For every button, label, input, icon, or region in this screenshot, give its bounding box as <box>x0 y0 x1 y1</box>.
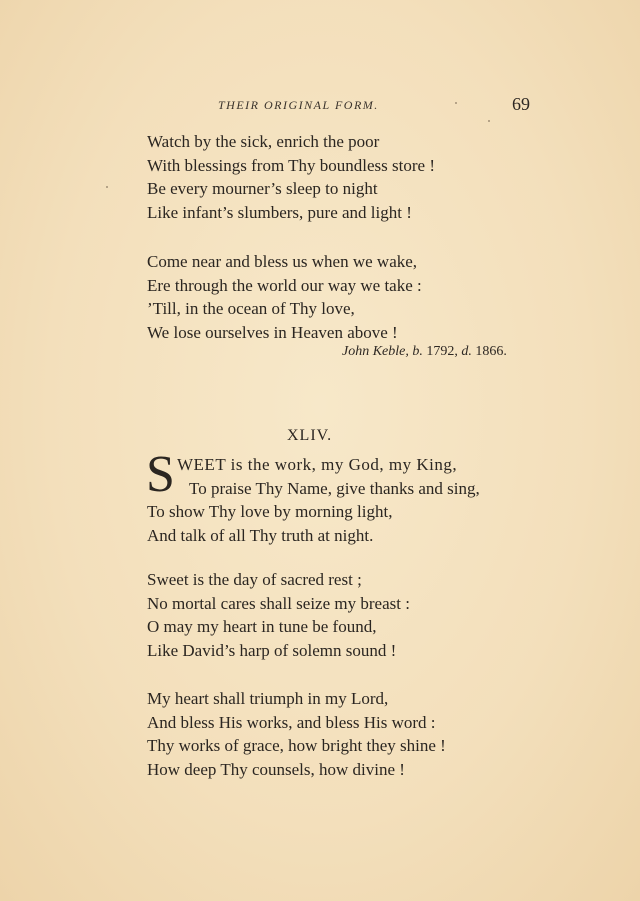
attribution-died: 1866. <box>475 344 507 359</box>
verse-line: Sweet is the day of sacred rest ; <box>147 570 362 589</box>
attribution-died-abbr: d. <box>461 344 472 359</box>
verse-line: My heart shall triumph in my Lord, <box>147 689 389 708</box>
page-number: 69 <box>512 94 530 114</box>
verse-line: And talk of all Thy truth at night. <box>147 525 374 545</box>
stanza-prev-1 <box>147 130 435 224</box>
attribution-born: 1792, <box>426 344 458 359</box>
hymn-stanza-2 <box>147 568 410 662</box>
drop-cap: S <box>146 446 175 503</box>
verse-line: And bless His works, and bless His word : <box>147 712 436 732</box>
running-head <box>0 96 640 116</box>
stanza-prev-2 <box>147 250 422 344</box>
verse-line: Like David’s harp of solemn sound ! <box>147 640 397 660</box>
verse-line: Watch by the sick, enrich the poor <box>147 132 380 151</box>
paper-speck <box>488 120 490 122</box>
verse-line: How deep Thy counsels, how divine ! <box>147 759 405 779</box>
verse-line: Thy works of grace, how bright they shine ! <box>147 736 446 755</box>
verse-line: No mortal cares shall seize my breast : <box>147 593 410 613</box>
attribution <box>342 344 507 360</box>
paper-speck <box>106 186 108 188</box>
verse-line: To praise Thy Name, give thanks and sing, <box>189 478 480 498</box>
paper-speck <box>455 102 457 104</box>
verse-line: Like infant’s slumbers, pure and light ! <box>147 202 412 222</box>
hymn-number: XLIV. <box>287 427 333 444</box>
verse-line: We lose ourselves in Heaven above ! <box>147 322 398 342</box>
verse-line: With blessings from Thy boundless store ! <box>147 155 435 175</box>
attribution-born-abbr: b. <box>412 344 423 359</box>
hymn-stanza-1 <box>147 453 480 547</box>
verse-line: Come near and bless us when we wake, <box>147 252 418 271</box>
verse-line: O may my heart in tune be found, <box>147 617 377 636</box>
verse-line: To show Thy love by morning light, <box>147 502 393 521</box>
verse-line: Be every mourner’s sleep to night <box>147 179 378 198</box>
verse-line: ’Till, in the ocean of Thy love, <box>147 299 355 318</box>
running-title: THEIR ORIGINAL FORM. <box>218 98 379 112</box>
attribution-author: John Keble, <box>342 344 409 359</box>
hymn-stanza-3 <box>147 687 446 781</box>
verse-line: WEET is the work, my God, my King, <box>177 455 458 474</box>
verse-line: Ere through the world our way we take : <box>147 275 422 295</box>
